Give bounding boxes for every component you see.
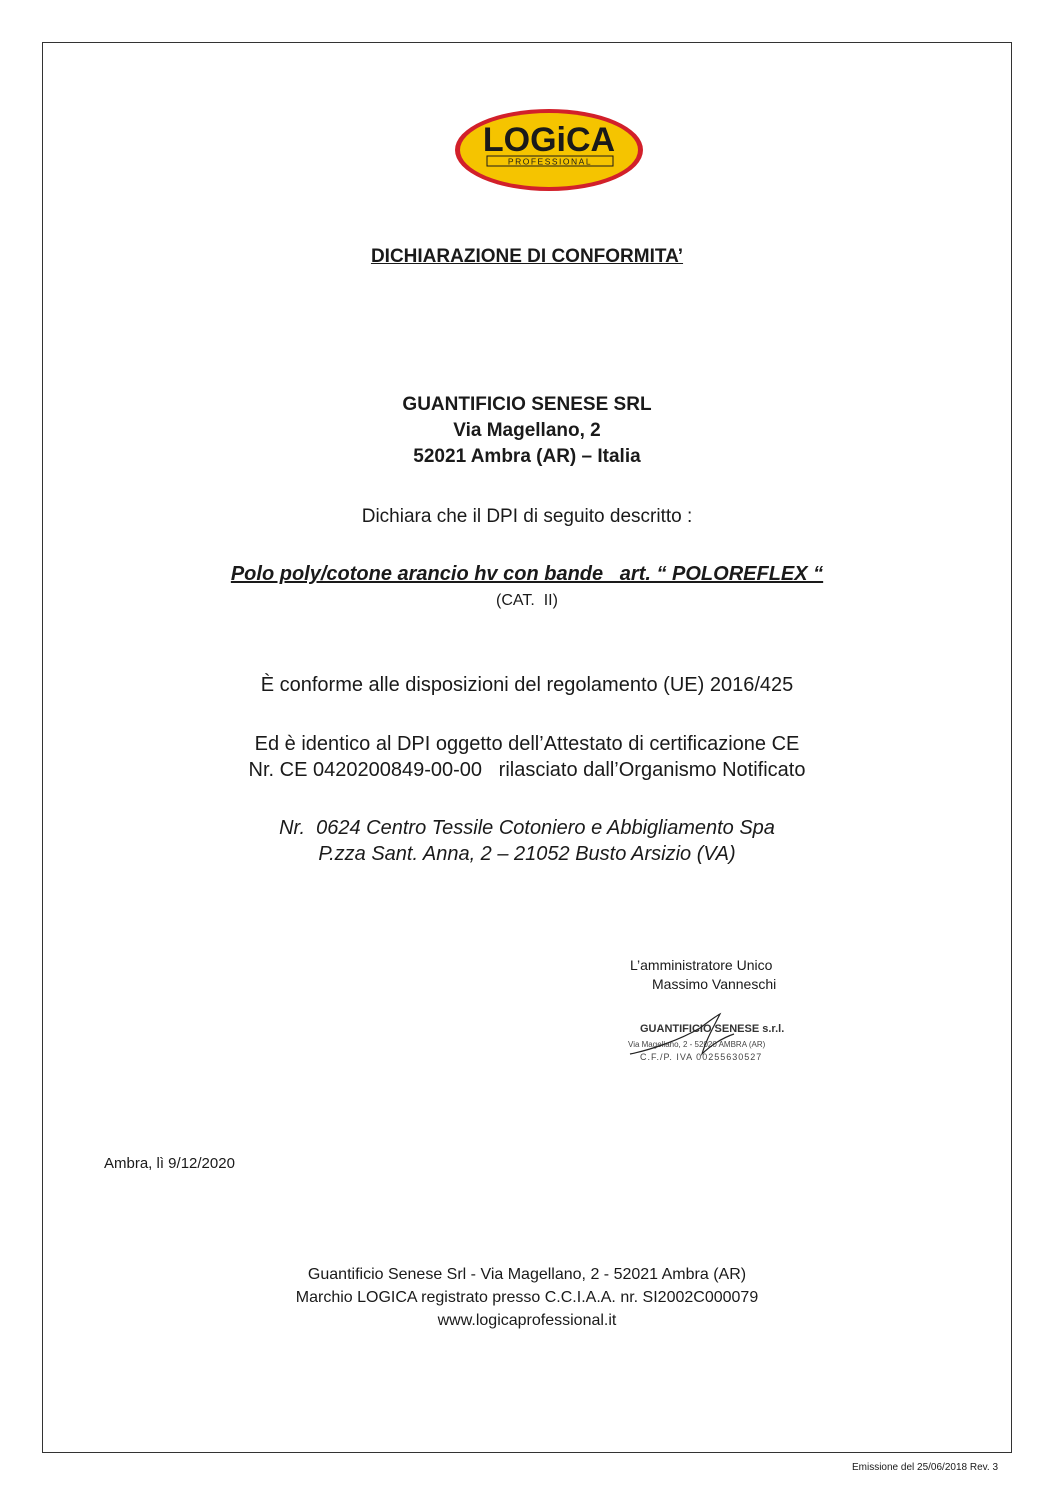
stamp-line-1: GUANTIFICIO SENESE s.r.l. bbox=[640, 1023, 785, 1035]
company-name: GUANTIFICIO SENESE SRL bbox=[402, 394, 652, 415]
notified-body-line-1: Nr. 0624 Centro Tessile Cotoniero e Abbigliamento Spa bbox=[279, 817, 775, 839]
product-text: Polo poly/cotone arancio hv con bande art. “ POLOREFLEX “ bbox=[230, 563, 824, 585]
footer-block bbox=[42, 1263, 1012, 1332]
stamp-line-2: Via Magellano, 2 - 52020 AMBRA (AR) bbox=[628, 1040, 766, 1049]
logo-sub-text: PROFESSIONAL bbox=[507, 156, 593, 167]
notified-body-line-2: P.zza Sant. Anna, 2 – 21052 Busto Arsizio (VA) bbox=[318, 843, 736, 865]
company-block bbox=[42, 392, 1012, 470]
product-description bbox=[42, 563, 1012, 586]
signatory-name: Massimo Vanneschi bbox=[652, 976, 777, 992]
notified-body-block bbox=[42, 815, 1012, 867]
certification-line-1: Ed è identico al DPI oggetto dell’Attestato di certificazione CE bbox=[254, 733, 800, 755]
product-category: (CAT. II) bbox=[496, 592, 558, 609]
footer-line-2: Marchio LOGICA registrato presso C.C.I.A.A. nr. SI2002C000079 bbox=[295, 1289, 759, 1306]
company-street: Via Magellano, 2 bbox=[453, 420, 601, 441]
logica-logo bbox=[453, 107, 645, 193]
footer-line-1: Guantificio Senese Srl - Via Magellano, 2 - 52021 Ambra (AR) bbox=[307, 1266, 747, 1283]
company-city: 52021 Ambra (AR) – Italia bbox=[413, 446, 641, 467]
footer-website: www.logicaprofessional.it bbox=[437, 1312, 617, 1329]
logo-brand-text: LOGiCA bbox=[482, 121, 616, 159]
emission-note: Emissione del 25/06/2018 Rev. 3 bbox=[851, 1462, 998, 1473]
signatory-role: L’amministratore Unico bbox=[630, 957, 773, 973]
place-and-date: Ambra, lì 9/12/2020 bbox=[104, 1155, 235, 1172]
signatory-block bbox=[580, 956, 830, 994]
document-title: DICHIARAZIONE DI CONFORMITA’ bbox=[370, 246, 684, 267]
declaration-intro: Dichiara che il DPI di seguito descritto : bbox=[361, 506, 693, 527]
company-stamp-with-signature bbox=[610, 1010, 810, 1068]
certification-block bbox=[42, 731, 1012, 783]
stamp-line-3: C.F./P. IVA 00255630527 bbox=[640, 1052, 763, 1062]
conformity-statement: È conforme alle disposizioni del regolamento (UE) 2016/425 bbox=[260, 674, 794, 696]
certification-line-2: Nr. CE 0420200849-00-00 rilasciato dall’Organismo Notificato bbox=[248, 759, 806, 781]
